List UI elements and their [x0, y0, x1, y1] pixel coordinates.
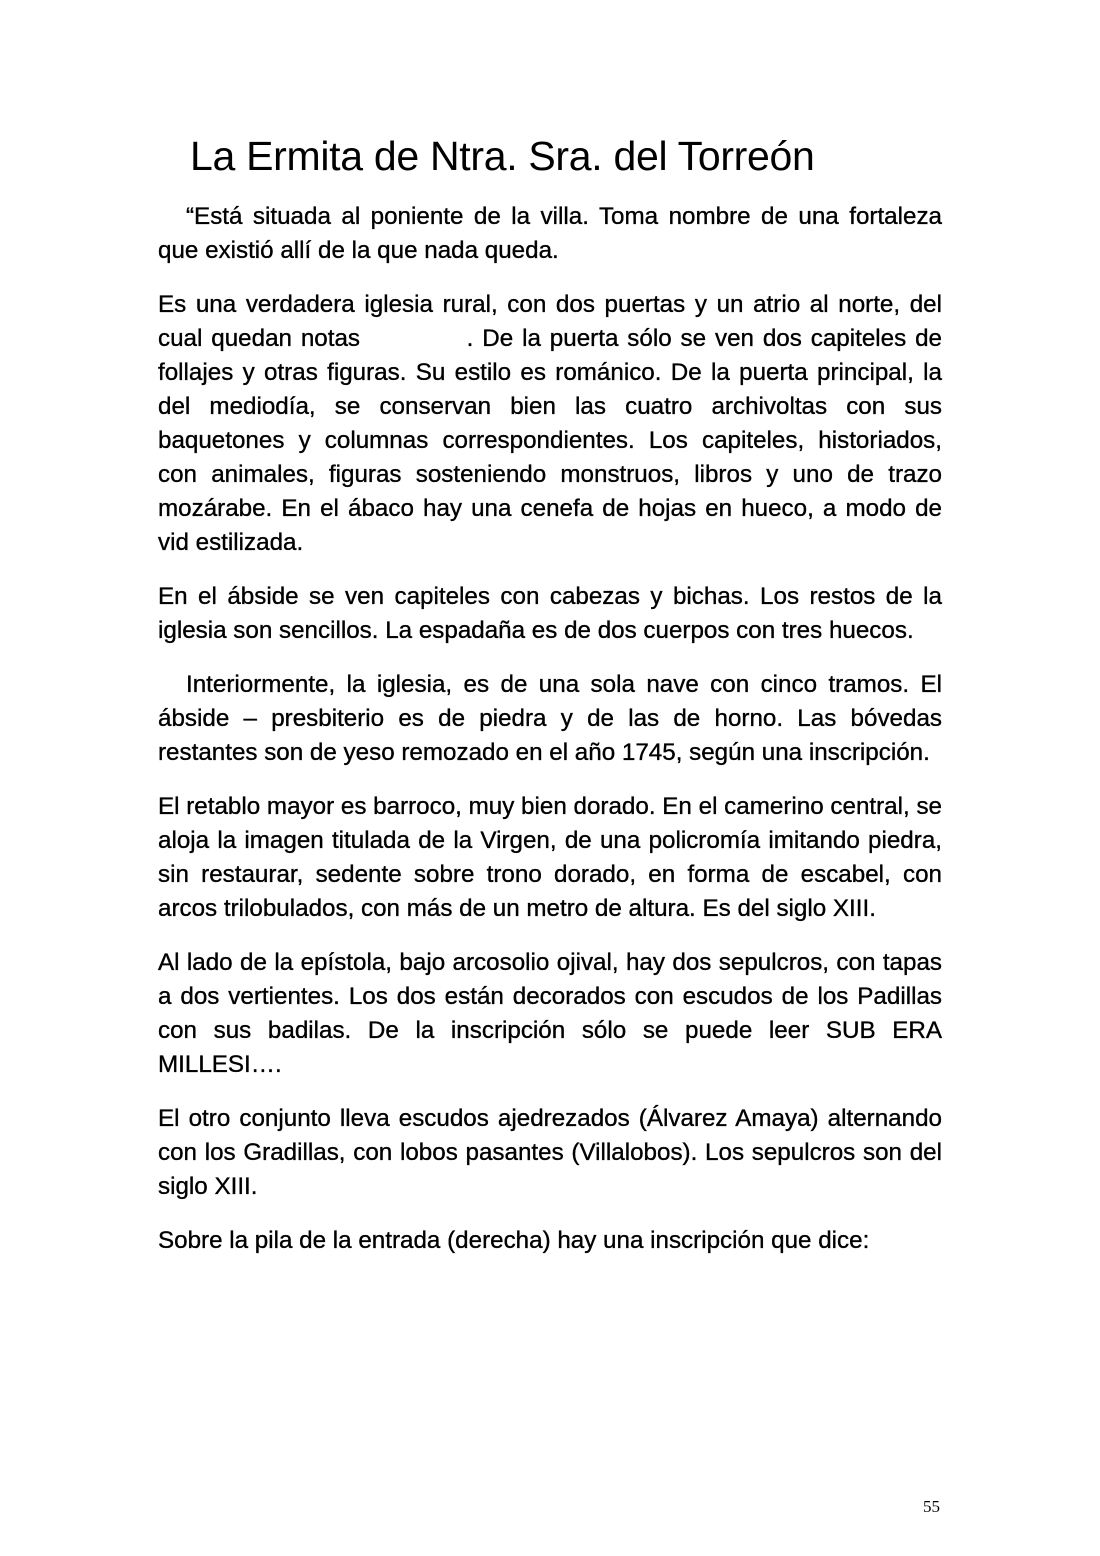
page-number: 55 [923, 1497, 940, 1516]
paragraph-4: Interiormente, la iglesia, es de una sola nave con cinco tramos. El ábside – presbiterio es de piedra y de las de horno. Las bóvedas restantes son de yeso remozado en el año 1745, según una inscripción. [158, 671, 942, 766]
paragraph-5: El retablo mayor es barroco, muy bien dorado. En el camerino central, se aloja la imagen titulada de la Virgen, de una policromía imitando piedra, sin restaurar, sedente sobre trono dorado, en forma de escabel, con arcos trilobulados, con más de un metro de altura. Es del siglo XIII. [158, 793, 942, 922]
paragraph-8: Sobre la pila de la entrada (derecha) hay una inscripción que dice: [158, 1227, 870, 1254]
paragraph-3: En el ábside se ven capiteles con cabezas y bichas. Los restos de la iglesia son sencillos. La espadaña es de dos cuerpos con tres huecos. [158, 583, 942, 644]
paragraph-7: El otro conjunto lleva escudos ajedrezados (Álvarez Amaya) alternando con los Gradillas, con lobos pasantes (Villalobos). Los sepulcros son del siglo XIII. [158, 1105, 942, 1200]
page-title: La Ermita de Ntra. Sra. del Torreón [190, 133, 815, 179]
paragraph-1: “Está situada al poniente de la villa. Toma nombre de una fortaleza que existió allí de la que nada queda. [158, 203, 942, 264]
paragraph-6: Al lado de la epístola, bajo arcosolio ojival, hay dos sepulcros, con tapas a dos vertientes. Los dos están decorados con escudos de los Padillas con sus badilas. De la inscripción sólo se puede leer SUB ERA MILLESI…. [158, 949, 942, 1078]
paragraph-2: Es una verdadera iglesia rural, con dos puertas y un atrio al norte, del cual quedan notas . De la puerta sólo se ven dos capiteles de follajes y otras figuras. Su estilo es románico. De la puerta principal, la del mediodía, se conservan bien las cuatro archivoltas con sus baquetones y columnas correspondientes. Los capiteles, historiados, con animales, figuras sosteniendo monstruos, libros y uno de trazo mozárabe. En el ábaco hay una cenefa de hojas en hueco, a modo de vid estilizada. [158, 291, 949, 556]
body-text [158, 200, 949, 1278]
